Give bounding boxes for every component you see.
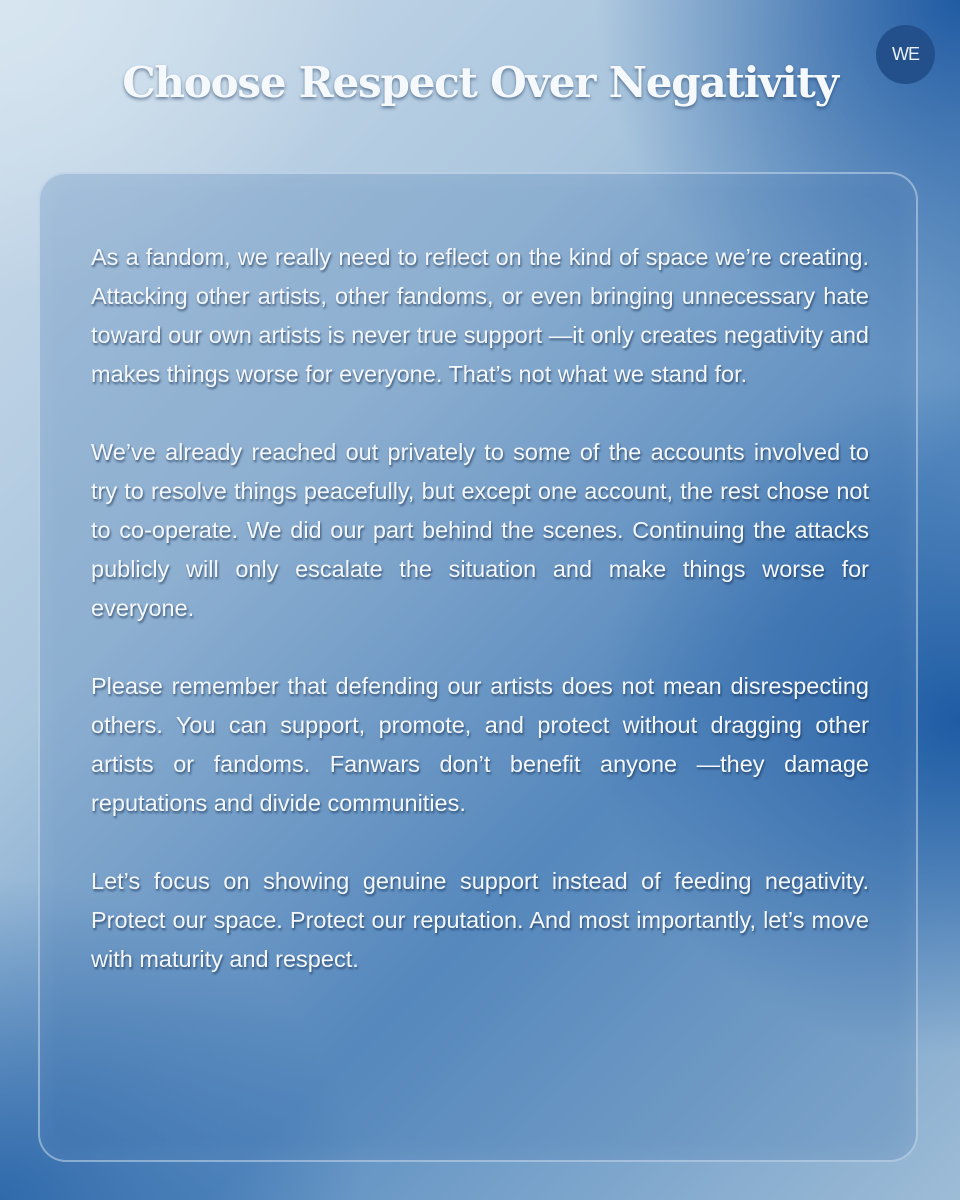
page-title: Choose Respect Over Negativity bbox=[122, 58, 838, 107]
paragraph: As a fandom, we really need to reflect on the kind of space we’re creating. Attacking other artists, other fandoms, or even bringing unnecessary hate toward our own artists is never true support —it only creates negativity and makes things worse for everyone. That’s not what we stand for. bbox=[91, 244, 869, 387]
logo-text: WE bbox=[892, 44, 919, 64]
paragraph: Please remember that defending our artists does not mean disrespecting others. You can support, promote, and protect without dragging other artists or fandoms. Fanwars don’t benefit anyone —they damage reputations and divide communities. bbox=[91, 673, 869, 816]
paragraph: We’ve already reached out privately to some of the accounts involved to try to resolve things peacefully, but except one account, the rest chose not to co-operate. We did our part behind the scenes. Continuing the attacks publicly will only escalate the situation and make things worse for everyone. bbox=[91, 439, 869, 621]
paragraph: Let’s focus on showing genuine support instead of feeding negativity. Protect our space. Protect our reputation. And most importantly, let’s move with maturity and respect. bbox=[91, 868, 869, 972]
message-body bbox=[91, 238, 869, 1018]
